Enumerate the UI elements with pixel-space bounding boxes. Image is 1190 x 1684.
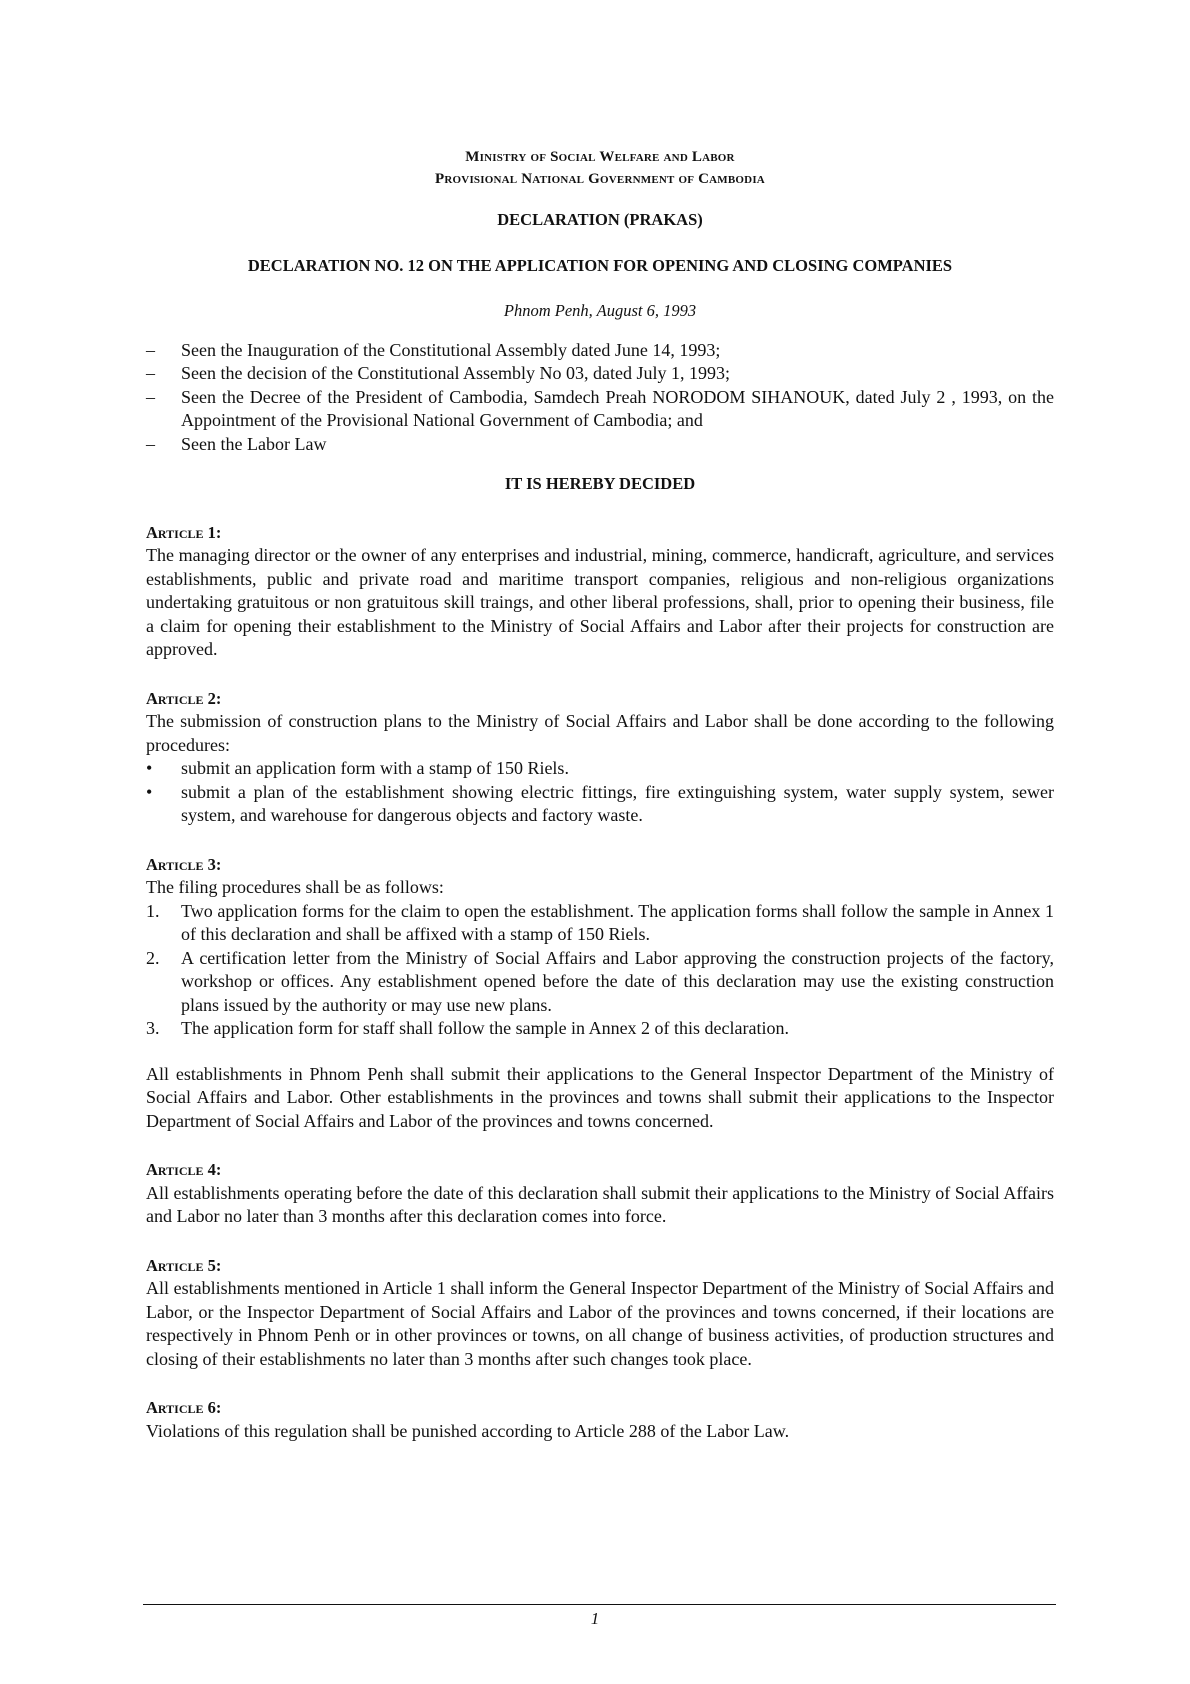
government-name: Provisional National Government of Cambodia [435,171,765,187]
document-title: DECLARATION (PRAKAS) [497,210,703,229]
filing-list [146,900,1054,1041]
document-page [146,146,1054,1443]
article-text: The managing director or the owner of any enterprises and industrial, mining, commerce, handicraft, agriculture, and services establishments, public and private road and maritime transport companies, religious and non-religious organizations undertaking gratuitous or non gratuitous skill traings, and other liberal professions, shall, prior to opening their business, file a claim for opening their establishment to the Ministry of Social Affairs and Labor after their projects for construction are approved. [146,545,1054,659]
article-1 [146,521,1054,662]
place-date: Phnom Penh, August 6, 1993 [503,301,697,320]
article-heading: Article 6: [146,1398,222,1417]
article-text: The filing procedures shall be as follows: [146,877,444,897]
article-2 [146,687,1054,828]
article-5 [146,1254,1054,1372]
article-text: All establishments operating before the date of this declaration shall submit their applications to the Ministry of Social Affairs and Labor no later than 3 months after this declaration comes into force. [146,1182,1054,1226]
article-heading: Article 1: [146,522,222,542]
article-heading: Article 5: [146,1255,222,1275]
list-item: 1. Two application forms for the claim to open the establishment. The application forms shall follow the sample in Annex 1 of this declaration and shall be affixed with a stamp of 150 Riels. [146,900,1054,944]
list-item: • submit a plan of the establishment showing electric fittings, fire extinguishing system, water supply system, sewer system, and warehouse for dangerous objects and factory waste. [146,781,1054,825]
list-item: 2. A certification letter from the Ministry of Social Affairs and Labor approving the construction projects of the factory, workshop or offices. Any establishment opened before the date of this declaration may use the existing construction plans issued by the authority or may use new plans. [146,947,1054,1015]
decision-heading: IT IS HEREBY DECIDED [504,474,696,493]
article-closing: All establishments in Phnom Penh shall submit their applications to the General Inspector Department of the Ministry of Social Affairs and Labor. Other establishments in the provinces and towns shall submit their applications to the Inspector Department of Social Affairs and Labor of the provinces and towns concerned. [146,1063,1054,1131]
seen-item: – Seen the Labor Law [146,433,327,454]
document-header [146,146,1054,190]
article-heading: Article 4: [146,1160,222,1179]
list-item: • submit an application form with a stamp of 150 Riels. [146,758,569,778]
document-subtitle: DECLARATION NO. 12 ON THE APPLICATION FOR OPENING AND CLOSING COMPANIES [247,255,953,275]
seen-item: – Seen the Decree of the President of Cambodia, Samdech Preah NORODOM SIHANOUK, dated July 2 , 1993, on the Appointment of the Provisional National Government of Cambodia; and [146,386,1054,430]
article-6 [146,1396,1054,1443]
article-text: All establishments mentioned in Article 1 shall inform the General Inspector Department of the Ministry of Social Affairs and Labor, or the Inspector Department of Social Affairs and Labor of the provinces and towns concerned, if their locations are respectively in Phnom Penh or in other provinces or towns, on all change of business activities, of production structures and closing of their establishments no later than 3 months after such changes took place. [146,1278,1054,1369]
article-text: Violations of this regulation shall be punished according to Article 288 of the Labor Law. [146,1420,790,1441]
seen-list [146,339,1054,457]
article-3 [146,853,1054,1134]
seen-item: – Seen the decision of the Constitutional Assembly No 03, dated July 1, 1993; [146,363,730,383]
seen-item: – Seen the Inauguration of the Constitutional Assembly dated June 14, 1993; [146,339,721,360]
list-item: 3. The application form for staff shall follow the sample in Annex 2 of this declaration. [146,1018,790,1038]
article-heading: Article 2: [146,688,222,708]
article-heading: Article 3: [146,854,222,874]
ministry-name: Ministry of Social Welfare and Labor [465,149,735,165]
article-text: The submission of construction plans to the Ministry of Social Affairs and Labor shall be done according to the following procedures: [146,711,1054,755]
procedure-list [146,757,1054,828]
footer-divider [143,1604,1056,1605]
page-number: 1 [590,1609,600,1628]
article-4 [146,1158,1054,1229]
